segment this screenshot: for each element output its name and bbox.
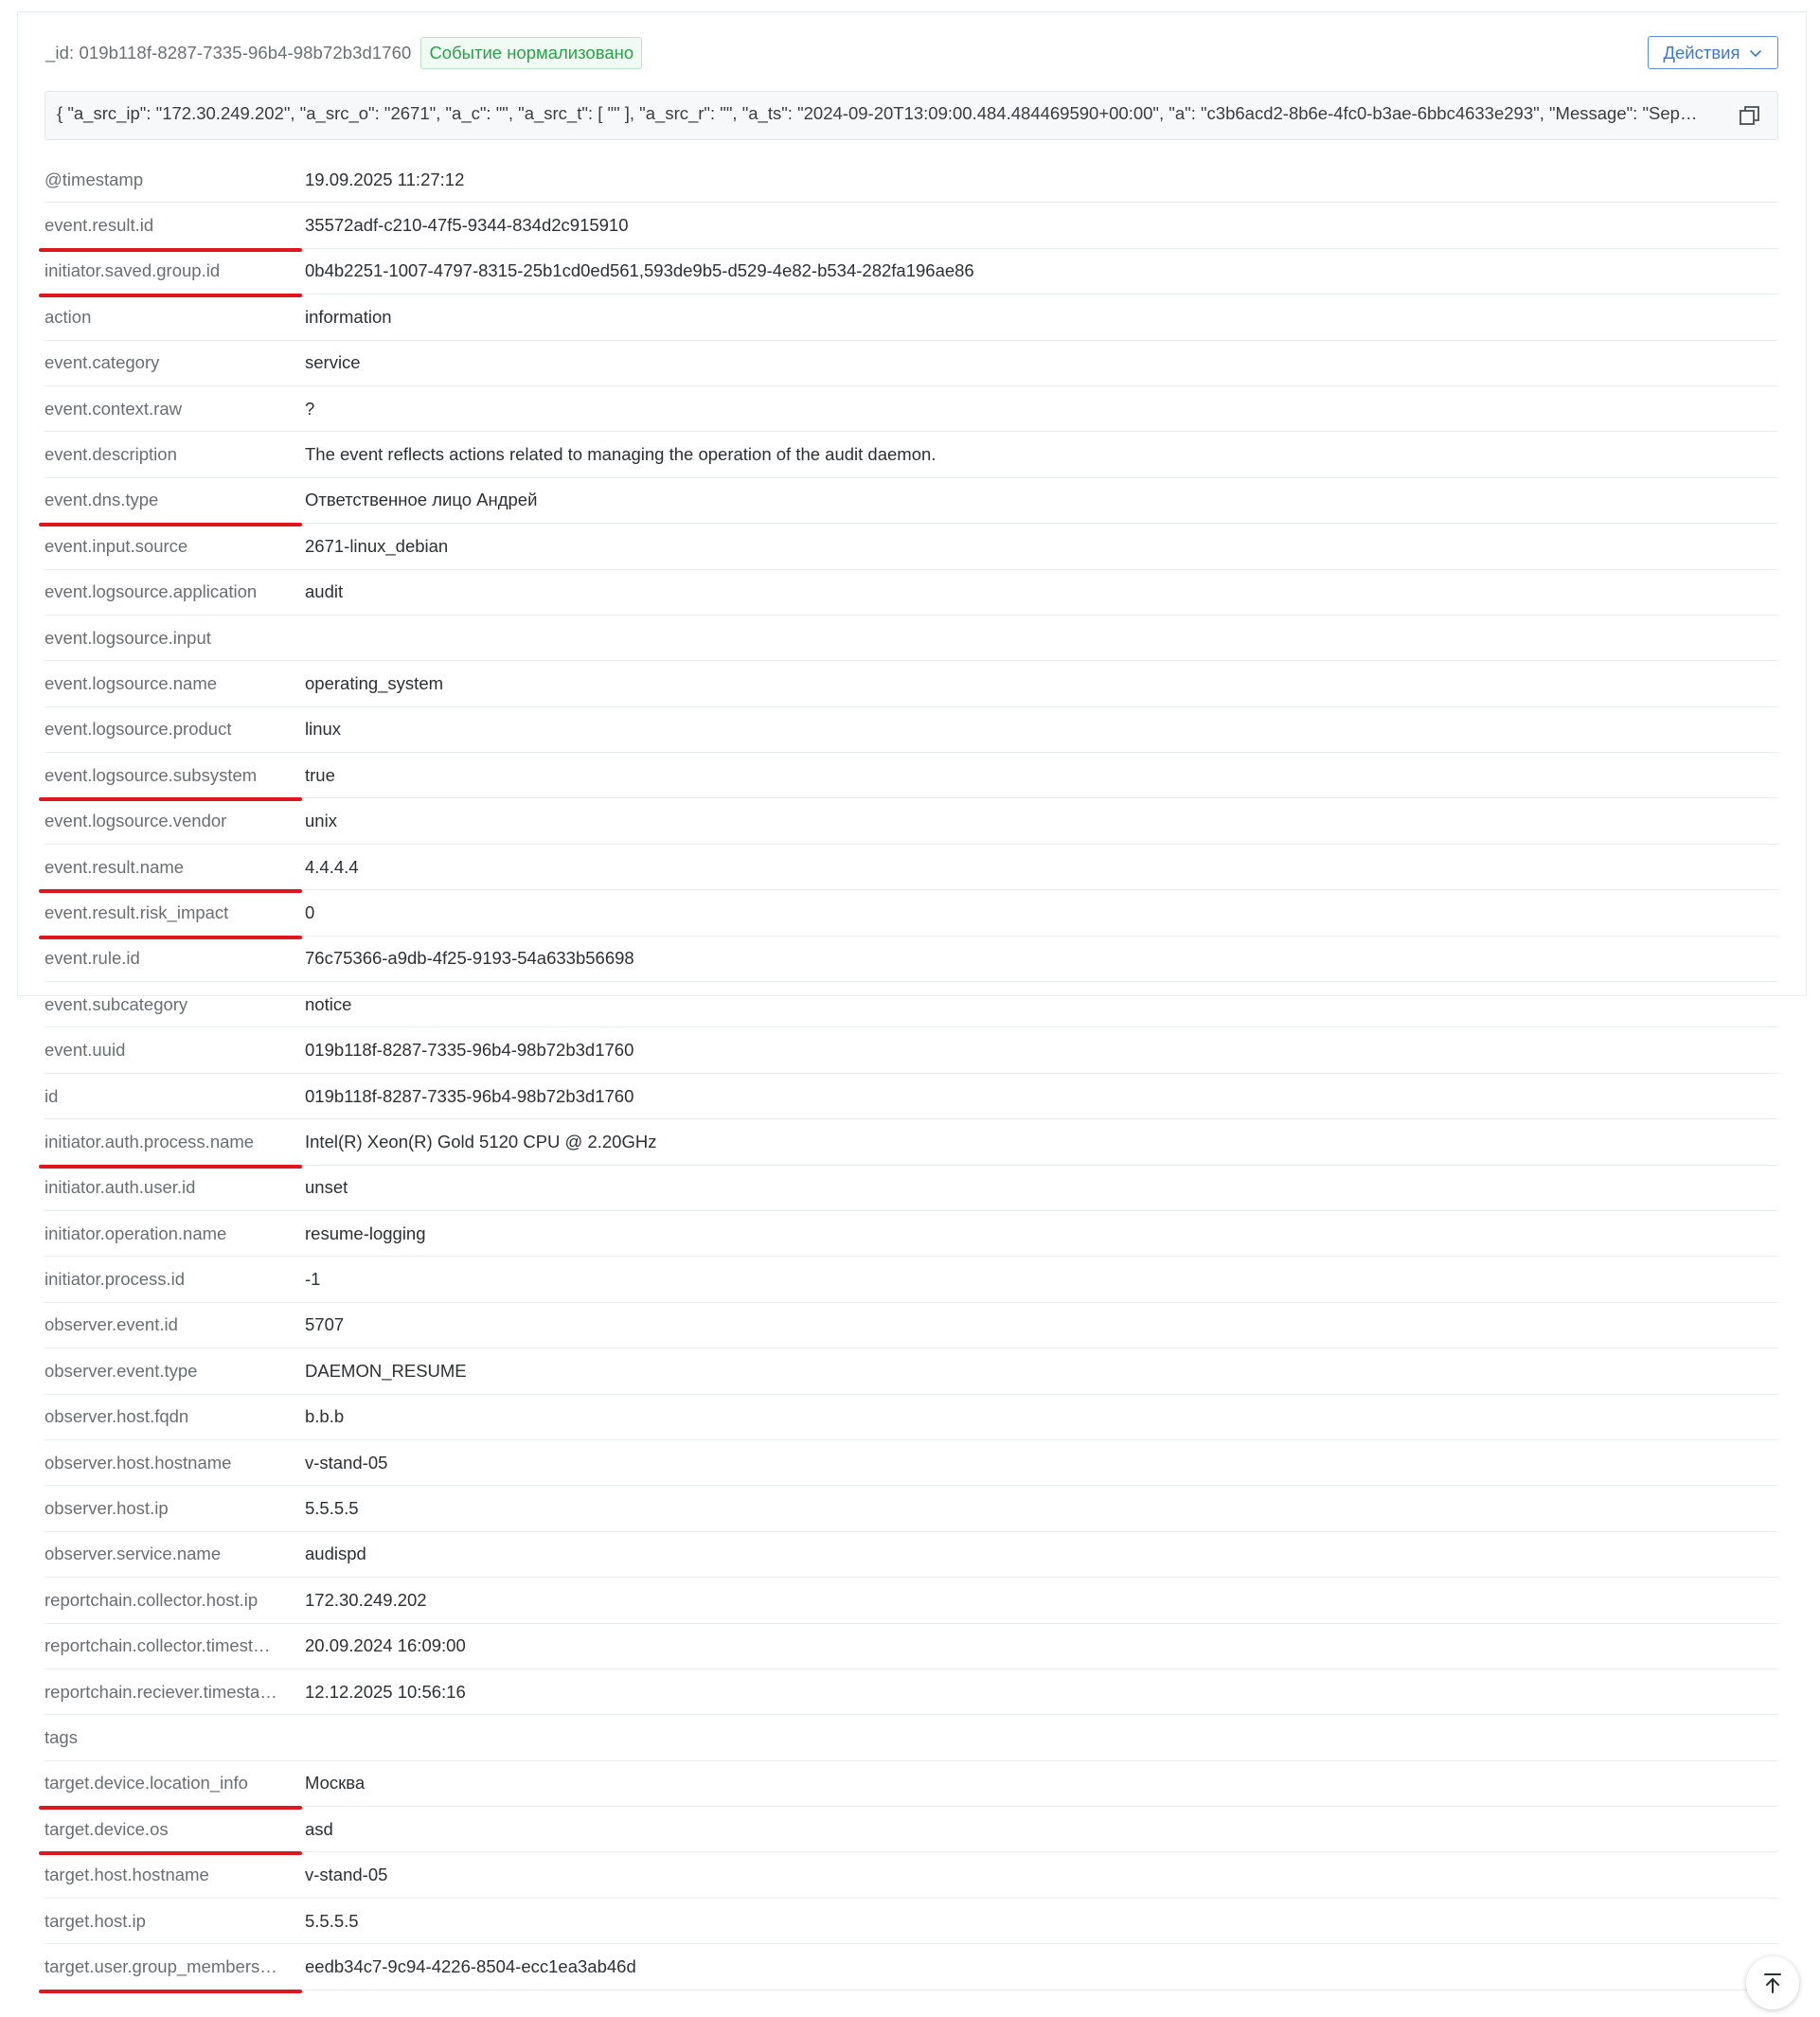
field-row (45, 1119, 1778, 1165)
field-row (45, 1761, 1778, 1807)
field-value: information (305, 306, 392, 327)
event-header (45, 36, 1778, 70)
field-value: true (305, 764, 335, 785)
field-row (45, 1624, 1778, 1669)
field-value: 5.5.5.5 (305, 1910, 359, 1931)
field-key[interactable]: event.logsource.application (45, 581, 258, 602)
field-row (45, 982, 1778, 1027)
field-key[interactable]: event.description (45, 444, 177, 465)
field-key[interactable]: event.category (45, 352, 160, 373)
field-row (45, 1852, 1778, 1898)
field-value: ? (305, 398, 315, 419)
field-key[interactable]: initiator.process.id (45, 1269, 186, 1290)
copy-icon[interactable] (1738, 103, 1762, 128)
field-key[interactable]: initiator.auth.process.name (45, 1131, 255, 1151)
raw-event-text: { "a_src_ip": "172.30.249.202", "a_src_o": "2671", "a_c": "", "a_src_t": [ "" ], "a_src_r": "", "a_ts": "2024-09-20T13:09:00.484.484469590+00:00", "a": "c3b6acd2-8b6e-4fc0-b3ae-6bbc4633e293", "Message": "Sep… (57, 103, 1698, 123)
field-row (45, 1944, 1778, 1990)
field-key[interactable]: initiator.saved.group.id (45, 260, 221, 281)
field-value: unset (305, 1177, 348, 1198)
field-row (45, 1166, 1778, 1211)
field-key[interactable]: event.logsource.name (45, 672, 218, 693)
field-row (45, 1715, 1778, 1760)
field-row (45, 386, 1778, 432)
field-row (45, 432, 1778, 477)
field-row (45, 1211, 1778, 1257)
field-row (45, 937, 1778, 982)
event-id: _id: 019b118f-8287-7335-96b4-98b72b3d1760 (45, 43, 412, 62)
field-row (45, 753, 1778, 798)
field-key[interactable]: id (45, 1085, 59, 1106)
field-row (45, 341, 1778, 386)
field-key[interactable]: reportchain.reciever.timesta… (45, 1681, 277, 1702)
field-key[interactable]: event.context.raw (45, 398, 182, 419)
field-key[interactable]: action (45, 306, 92, 327)
field-value: 76c75366-a9db-4f25-9193-54a633b56698 (305, 948, 634, 969)
field-row (45, 478, 1778, 524)
actions-dropdown-button[interactable] (1648, 36, 1778, 69)
field-key[interactable]: event.dns.type (45, 490, 159, 510)
field-key[interactable]: event.logsource.product (45, 719, 232, 740)
field-value: 019b118f-8287-7335-96b4-98b72b3d1760 (305, 1085, 634, 1106)
field-row (45, 1532, 1778, 1578)
field-key[interactable]: target.host.ip (45, 1910, 146, 1931)
field-row (45, 203, 1778, 248)
field-value: 5.5.5.5 (305, 1498, 359, 1519)
field-row (45, 1303, 1778, 1348)
field-key[interactable]: event.rule.id (45, 948, 140, 969)
field-key[interactable]: observer.host.hostname (45, 1452, 232, 1473)
field-value: v-stand-05 (305, 1865, 388, 1885)
field-value: 4.4.4.4 (305, 856, 359, 877)
field-key[interactable]: target.user.group_members… (45, 1955, 277, 1976)
field-row (45, 157, 1778, 203)
scroll-to-top-button[interactable] (1746, 1956, 1799, 2009)
field-value: 35572adf-c210-47f5-9344-834d2c915910 (305, 215, 629, 236)
field-value: 172.30.249.202 (305, 1589, 427, 1610)
field-value: The event reflects actions related to managing the operation of the audit daemon. (305, 444, 937, 465)
field-row (45, 1807, 1778, 1852)
field-value: 5707 (305, 1314, 345, 1335)
field-row (45, 845, 1778, 890)
field-row (45, 1578, 1778, 1623)
field-key[interactable]: event.logsource.input (45, 627, 211, 648)
field-key[interactable]: event.result.id (45, 215, 154, 236)
field-row (45, 1395, 1778, 1440)
field-row (45, 1486, 1778, 1531)
field-key[interactable]: event.subcategory (45, 993, 188, 1014)
field-row (45, 798, 1778, 844)
field-row (45, 1440, 1778, 1486)
field-key[interactable]: @timestamp (45, 169, 144, 189)
field-row (45, 524, 1778, 569)
field-row (45, 1669, 1778, 1715)
field-key[interactable]: observer.service.name (45, 1544, 222, 1564)
raw-event-box (45, 91, 1778, 140)
field-value: eedb34c7-9c94-4226-8504-ecc1ea3ab46d (305, 1955, 636, 1976)
field-value: operating_system (305, 672, 444, 693)
actions-label: Действия (1663, 42, 1740, 62)
field-value: Москва (305, 1773, 366, 1794)
field-key[interactable]: observer.host.ip (45, 1498, 169, 1519)
field-key[interactable]: event.logsource.vendor (45, 811, 227, 831)
highlight-underline (39, 1990, 302, 1993)
field-value: 0b4b2251-1007-4797-8315-25b1cd0ed561,593de9b5-d529-4e82-b534-282fa196ae86 (305, 260, 974, 281)
field-row (45, 661, 1778, 706)
field-key[interactable]: reportchain.collector.timest… (45, 1635, 271, 1656)
field-value: linux (305, 719, 342, 740)
field-value: 2671-linux_debian (305, 535, 449, 556)
field-row (45, 616, 1778, 661)
field-value: Ответственное лицо Андрей (305, 490, 538, 510)
field-key[interactable]: observer.event.type (45, 1360, 198, 1381)
field-row (45, 249, 1778, 295)
field-value: 12.12.2025 10:56:16 (305, 1681, 466, 1702)
status-badge: Событие нормализовано (420, 37, 642, 69)
field-key[interactable]: initiator.auth.user.id (45, 1177, 196, 1198)
field-row (45, 1899, 1778, 1944)
field-value: resume-logging (305, 1223, 426, 1243)
field-value: 20.09.2024 16:09:00 (305, 1635, 466, 1656)
field-value: asd (305, 1818, 333, 1839)
field-row (45, 295, 1778, 340)
field-value: notice (305, 993, 352, 1014)
field-value: audit (305, 581, 344, 602)
field-row (45, 1074, 1778, 1119)
field-row (45, 707, 1778, 753)
field-row (45, 1027, 1778, 1073)
field-key[interactable]: event.result.risk_impact (45, 901, 229, 922)
field-row (45, 890, 1778, 936)
field-value: 0 (305, 901, 315, 922)
field-key[interactable]: reportchain.collector.host.ip (45, 1589, 259, 1610)
field-value: 19.09.2025 11:27:12 (305, 169, 465, 189)
field-key[interactable]: observer.host.fqdn (45, 1406, 189, 1427)
field-row (45, 1348, 1778, 1394)
field-key[interactable]: event.uuid (45, 1040, 126, 1061)
chevron-down-icon (1748, 45, 1763, 61)
field-value: service (305, 352, 361, 373)
field-key[interactable]: event.input.source (45, 535, 188, 556)
field-value: Intel(R) Xeon(R) Gold 5120 CPU @ 2.20GHz (305, 1131, 657, 1151)
arrow-up-to-line-icon (1760, 1971, 1785, 1995)
field-value: -1 (305, 1269, 321, 1290)
field-row (45, 570, 1778, 616)
field-key[interactable]: target.device.os (45, 1818, 169, 1839)
field-key[interactable]: event.logsource.subsystem (45, 764, 258, 785)
field-key[interactable]: event.result.name (45, 856, 185, 877)
field-key[interactable]: tags (45, 1726, 78, 1747)
field-key[interactable]: initiator.operation.name (45, 1223, 227, 1243)
field-value: b.b.b (305, 1406, 345, 1427)
field-row (45, 1257, 1778, 1302)
field-key[interactable]: observer.event.id (45, 1314, 178, 1335)
field-value: DAEMON_RESUME (305, 1360, 467, 1381)
event-fields-list (45, 157, 1778, 1990)
field-key[interactable]: target.host.hostname (45, 1865, 209, 1885)
field-value: unix (305, 811, 337, 831)
field-value: 019b118f-8287-7335-96b4-98b72b3d1760 (305, 1040, 634, 1061)
field-key[interactable]: target.device.location_info (45, 1773, 248, 1794)
field-value: audispd (305, 1544, 366, 1564)
field-value: v-stand-05 (305, 1452, 388, 1473)
